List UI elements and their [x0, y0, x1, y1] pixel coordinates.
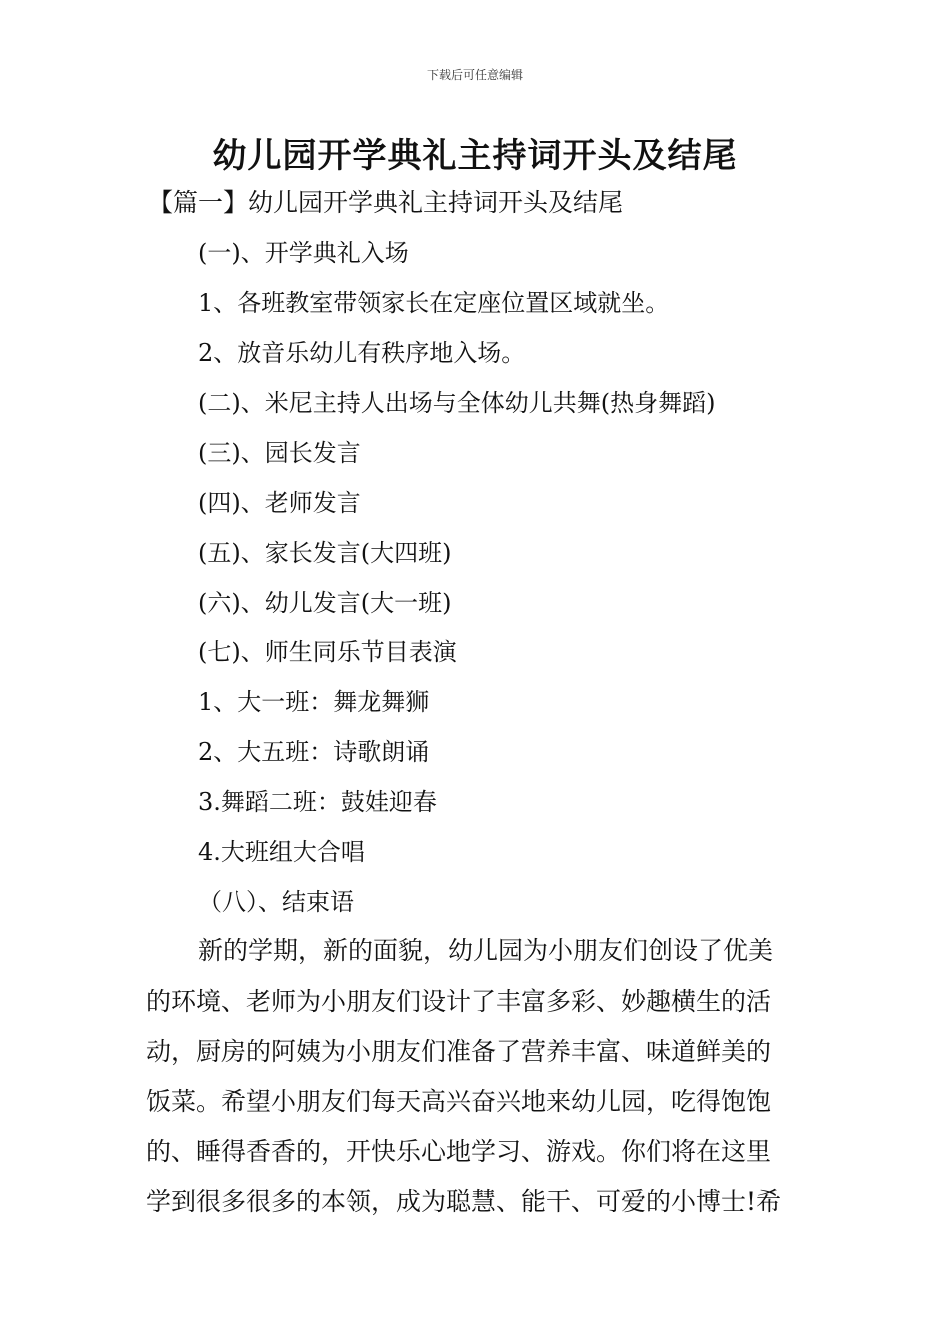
- agenda-item: (三)、园长发言: [198, 439, 361, 467]
- agenda-item: (五)、家长发言(大四班): [198, 539, 452, 567]
- paragraph-line: 的环境、老师为小朋友们设计了丰富多彩、妙趣横生的活: [146, 987, 772, 1016]
- paragraph-line: 学到很多很多的本领，成为聪慧、能干、可爱的小博士!希: [146, 1187, 782, 1216]
- paragraph-line: 的、睡得香香的，开快乐心地学习、游戏。你们将在这里: [146, 1137, 772, 1166]
- header-note: 下载后可任意编辑: [426, 68, 523, 82]
- agenda-item: (一)、开学典礼入场: [198, 239, 409, 267]
- document-title: 幼儿园开学典礼主持词开头及结尾: [212, 136, 738, 176]
- agenda-item: 1、大一班：舞龙舞狮: [198, 688, 430, 716]
- agenda-item: (二)、米尼主持人出场与全体幼儿共舞(热身舞蹈): [198, 389, 716, 417]
- paragraph-line: 新的学期，新的面貌，幼儿园为小朋友们创设了优美: [198, 936, 774, 965]
- agenda-item: 2、放音乐幼儿有秩序地入场。: [198, 339, 526, 367]
- agenda-item-closing: （八）、结束语: [198, 888, 354, 916]
- agenda-item: (四)、老师发言: [198, 489, 361, 517]
- agenda-item: 4.大班组大合唱: [198, 838, 365, 866]
- agenda-item: (七)、师生同乐节目表演: [198, 638, 457, 666]
- agenda-item: 2、大五班：诗歌朗诵: [198, 738, 430, 766]
- agenda-item: 3.舞蹈二班：鼓娃迎春: [198, 788, 437, 816]
- paragraph-line: 饭菜。希望小朋友们每天高兴奋兴地来幼儿园，吃得饱饱: [146, 1087, 772, 1116]
- paragraph-line: 动，厨房的阿姨为小朋友们准备了营养丰富、味道鲜美的: [146, 1037, 772, 1066]
- agenda-item: 1、各班教室带领家长在定座位置区域就坐。: [198, 289, 670, 317]
- section-heading: 【篇一】幼儿园开学典礼主持词开头及结尾: [148, 188, 624, 217]
- agenda-item: (六)、幼儿发言(大一班): [198, 589, 452, 617]
